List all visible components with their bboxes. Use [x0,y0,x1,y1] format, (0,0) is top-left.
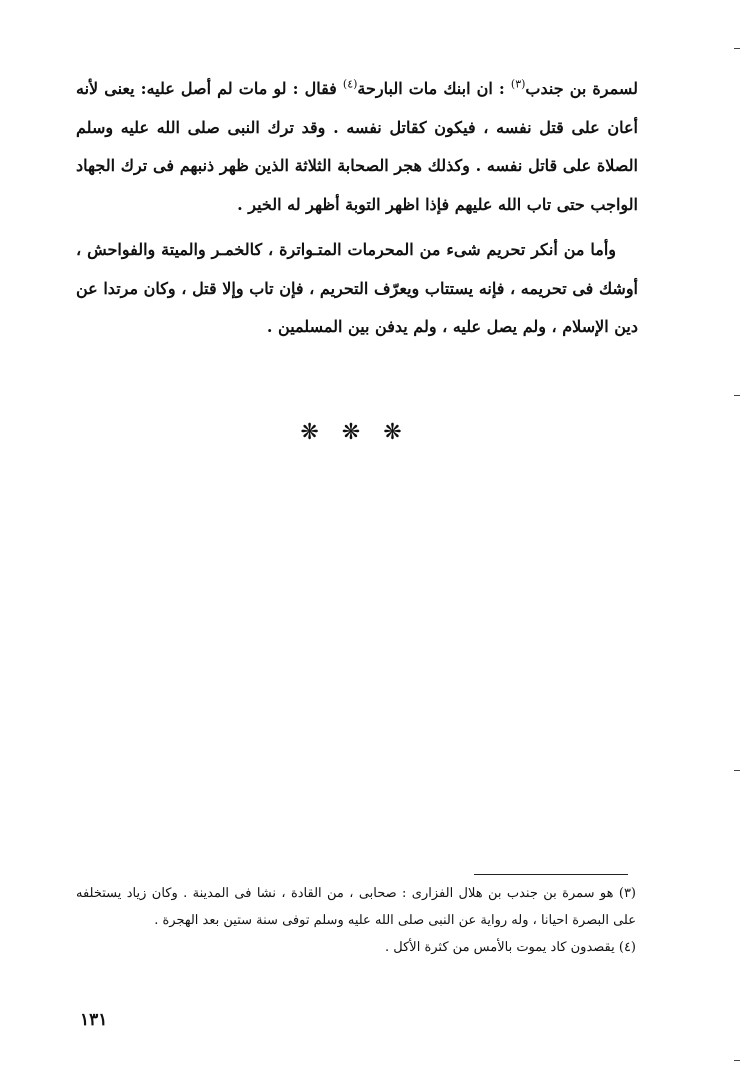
paragraph-1-end: فقال : لو مات لم أصل عليه: يعنى لأنه أعان على قتل نفسه ، فيكون كقاتل نفسه . وقد ترك النبى صلى الله عليه وسلم الصلاة على قاتل نفسه . وكذلك هجر الصحابة الثلاثة الذين ظهر ذنبهم فى ترك الجهاد الواجب حتى تاب الله عليهم فإذا اظهر التوبة أظهر له الخير . [76,79,638,214]
page-number: ١٣١ [80,1010,108,1030]
footnote-4: (٤) يقصدون كاد يموت بالأمس من كثرة الأكل . [384,940,636,955]
footnote-divider [474,874,628,875]
paragraph-1-middle: : ان ابنك مات البارحة [357,79,511,98]
paragraph-1 [76,70,638,224]
footnote-ref-4: (٤) [342,77,358,91]
main-text [76,70,638,347]
footnote-3: (٣) هو سمرة بن جندب بن هلال الفزارى : صحابى ، من القادة ، نشا فى المدينة . وكان زياد يستخلفه على البصرة احيانا ، وله رواية عن النبى صلى الله عليه وسلم توفى سنة ستين بعد الهجرة . [76,886,636,928]
footnote-ref-3: (٣) [510,77,526,91]
paragraph-2: وأما من أنكر تحريم شىء من المحرمات المتـواترة ، كالخمـر والميتة والفواحش ، أوشك فى تحريمه ، فإنه يستتاب ويعرّف التحريم ، فإن تاب وإلا قتل ، وكان مرتدا عن دين الإسلام ، ولم يصل عليه ، ولم يدفن بين المسلمين . [76,240,638,336]
section-separator: ❋ ❋ ❋ [300,420,410,445]
paragraph-1-start: لسمرة بن جندب [525,79,639,98]
margin-mark [734,48,740,49]
footnotes [76,880,636,961]
margin-mark [734,770,740,771]
margin-mark [734,395,740,396]
margin-mark [734,1060,740,1061]
